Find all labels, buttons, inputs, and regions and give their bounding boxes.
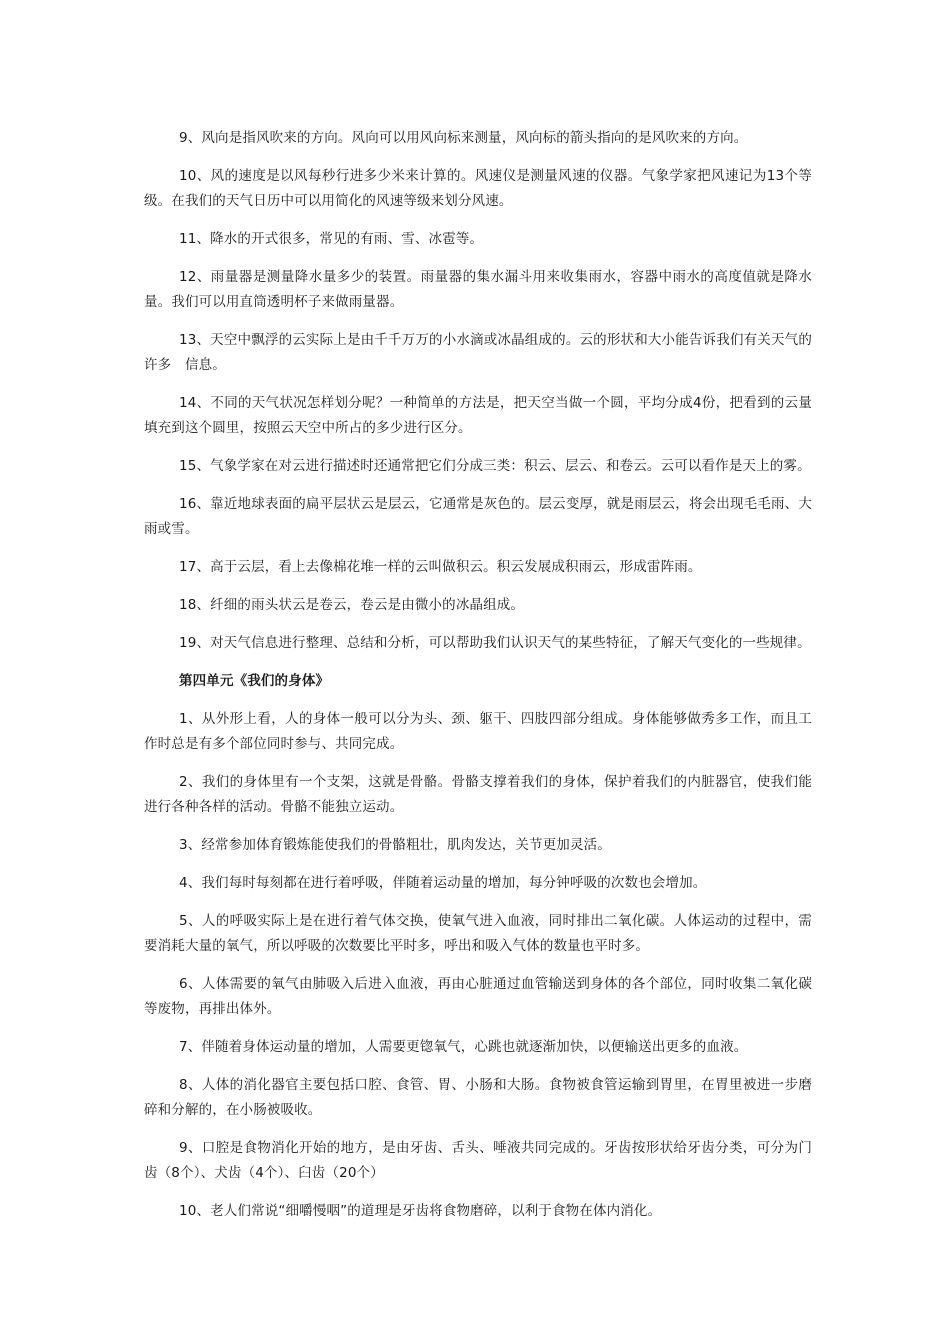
- paragraph-body-5: 5、人的呼吸实际上是在进行着气体交换，使氧气进入血液，同时排出二氧化碳。人体运动的过程中，需要消耗大量的氧气，所以呼吸的次数要比平时多，呼出和吸入气体的数量也平时多。: [144, 913, 812, 954]
- paragraph-weather-19: 19、对天气信息进行整理、总结和分析，可以帮助我们认识天气的某些特征，了解天气变化的一些规律。: [179, 635, 811, 651]
- paragraph-body-7: 7、伴随着身体运动量的增加，人需要更锪氧气，心跳也就逐渐加快，以便输送出更多的血液。: [179, 1039, 748, 1055]
- paragraph-body-4: 4、我们每时每刻都在进行着呼吸，伴随着运动量的增加，每分钟呼吸的次数也会增加。: [179, 875, 707, 891]
- paragraph-weather-13: 13、天空中飘浮的云实际上是由千千万万的小水滴或冰晶组成的。云的形状和大小能告诉我们有关天气的许多 信息。: [144, 332, 812, 373]
- paragraph-body-9: 9、口腔是食物消化开始的地方，是由牙齿、舌头、唾液共同完成的。牙齿按形状给牙齿分类，可分为门齿（8个）、犬齿（4个）、臼齿（20个）: [144, 1140, 812, 1181]
- paragraph-weather-12: 12、雨量器是测量降水量多少的装置。雨量器的集水漏斗用来收集雨水，容器中雨水的高度值就是降水量。我们可以用直筒透明杯子来做雨量器。: [144, 269, 812, 310]
- paragraph-weather-16: 16、靠近地球表面的扁平层状云是层云，它通常是灰色的。层云变厚，就是雨层云，将会出现毛毛雨、大雨或雪。: [144, 496, 812, 537]
- paragraph-body-6: 6、人体需要的氧气由肺吸入后进入血液，再由心脏通过血管输送到身体的各个部位，同时收集二氧化碳等废物，再排出体外。: [144, 976, 812, 1017]
- paragraph-weather-11: 11、降水的开式很多，常见的有雨、雪、冰雹等。: [179, 231, 484, 247]
- paragraph-body-3: 3、经常参加体育锻炼能使我们的骨骼粗壮，肌肉发达，关节更加灵活。: [179, 837, 611, 853]
- paragraph-weather-14: 14、不同的天气状况怎样划分呢？一种简单的方法是，把天空当做一个圆，平均分成4份，把看到的云量填充到这个圆里，按照云天空中所占的多少进行区分。: [144, 395, 812, 436]
- paragraph-weather-17: 17、高于云层，看上去像棉花堆一样的云叫做积云。积云发展成积雨云，形成雷阵雨。: [179, 559, 702, 575]
- paragraph-weather-15: 15、气象学家在对云进行描述时还通常把它们分成三类：积云、层云、和卷云。云可以看作是天上的雾。: [179, 458, 811, 474]
- paragraph-weather-10: 10、风的速度是以风每秒行进多少米来计算的。风速仪是测量风速的仪器。气象学家把风速记为13个等级。在我们的天气日历中可以用简化的风速等级来划分风速。: [144, 168, 812, 209]
- paragraph-weather-18: 18、纤细的雨头状云是卷云，卷云是由微小的冰晶组成。: [179, 597, 525, 613]
- paragraph-body-8: 8、人体的消化器官主要包括口腔、食管、胃、小肠和大肠。食物被食管运输到胃里，在胃里被进一步磨碎和分解的，在小肠被吸收。: [144, 1077, 812, 1118]
- document-body: [144, 126, 812, 1237]
- paragraph-weather-9: 9、风向是指风吹来的方向。风向可以用风向标来测量，风向标的箭头指向的是风吹来的方向。: [179, 130, 748, 146]
- unit-heading: 第四单元《我们的身体》: [179, 673, 330, 689]
- paragraph-body-2: 2、我们的身体里有一个支架，这就是骨骼。骨骼支撑着我们的身体，保护着我们的内脏器官，使我们能进行各种各样的活动。骨骼不能独立运动。: [144, 774, 812, 815]
- paragraph-body-10: 10、老人们常说“细嚼慢咽”的道理是牙齿将食物磨碎，以利于食物在体内消化。: [179, 1203, 662, 1219]
- paragraph-body-1: 1、从外形上看，人的身体一般可以分为头、颈、躯干、四肢四部分组成。身体能够做秀多工作，而且工作时总是有多个部位同时参与、共同完成。: [144, 711, 812, 752]
